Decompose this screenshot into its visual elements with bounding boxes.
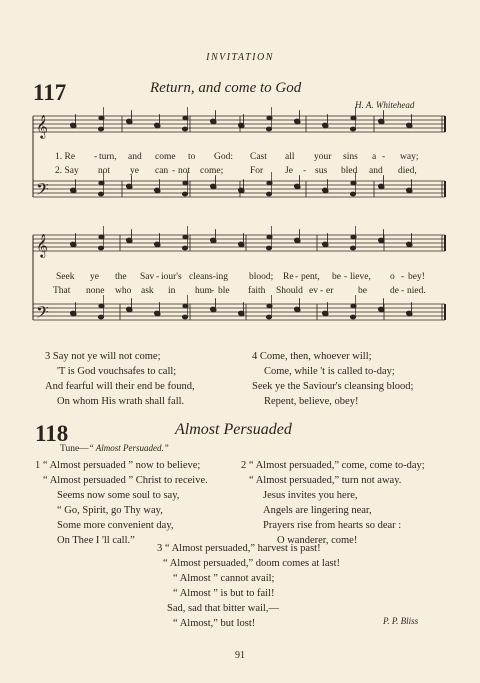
note-head <box>98 192 103 196</box>
note-head <box>350 127 355 131</box>
stanza-117-4: 4 Come, then, whoever will; Come, while 't is called to-day; Seek ye the Saviour's cleansing blood; Repent, believe, obey! <box>252 351 414 407</box>
page-number: 91 <box>235 650 245 661</box>
note-head <box>266 192 271 196</box>
lyrics-line2-verse1: Seek ye the Sav - iour's cleans-ing blood; Re - pent, be - lieve, o - bey! <box>56 272 425 282</box>
hymn-title-117: Return, and come to God <box>150 80 302 96</box>
note-head <box>98 127 103 131</box>
hymn-author-118: P. P. Bliss <box>383 616 419 626</box>
tune-line: Tune—“ Almost Persuaded.” <box>60 443 169 454</box>
note-head <box>182 315 187 319</box>
hymn-author-117: H. A. Whitehead <box>355 100 415 110</box>
note-head <box>182 127 187 131</box>
hymn-number-118: 118 <box>35 421 69 446</box>
note-head <box>266 315 271 319</box>
clef-glyph: 𝄞 <box>36 114 48 138</box>
hymn-number-117: 117 <box>33 80 67 105</box>
stanza-118-1: 1 “ Almost persuaded ” now to believe; “ Almost persuaded ” Christ to receive. Seems now some soul to say, “ Go, Spirit, go Thy way, Some more convenient day, On Thee I 'll call.” <box>35 460 208 546</box>
stanza-118-2: 2 “ Almost persuaded,” come, come to-day; “ Almost persuaded,” turn not away. Jesus invites you here, Angels are lingering near, Prayers rise from hearts so dear : O wanderer, come! <box>241 460 425 546</box>
note-head <box>266 127 271 131</box>
note-head <box>350 246 355 250</box>
stanza-117-3: 3 Say not ye will not come; 'T is God vouchsafes to call; And fearful will their end be found, On whom His wrath shall fall. <box>45 351 195 407</box>
note-head <box>350 192 355 196</box>
lyrics-line1-verse1: 1. Re - turn, and come to God: Cast all your sins a - way; <box>55 152 419 162</box>
note-head <box>182 246 187 250</box>
running-head: INVITATION <box>206 52 274 63</box>
lyrics-line1-verse2: 2. Say not ye can - not come; For Je - sus bled and died, <box>55 166 417 176</box>
clef-glyph: 𝄞 <box>36 233 48 257</box>
clef-glyph: 𝄢 <box>36 302 49 326</box>
hymn-title-118: Almost Persuaded <box>175 421 292 438</box>
clef-glyph: 𝄢 <box>36 179 49 203</box>
lyrics-line2-verse2: That none who ask in hum - ble faith Should ev - er be de - nied. <box>53 286 426 296</box>
stanza-118-3: 3 “ Almost persuaded,” harvest is past! “ Almost persuaded,” doom comes at last! “ Almost ” cannot avail; “ Almost ” is but to fail! Sad, sad that bitter wail,— “ Almost,” but lost! <box>157 543 340 629</box>
note-head <box>182 192 187 196</box>
note-head <box>98 246 103 250</box>
note-head <box>350 315 355 319</box>
note-head <box>98 315 103 319</box>
note-head <box>266 246 271 250</box>
